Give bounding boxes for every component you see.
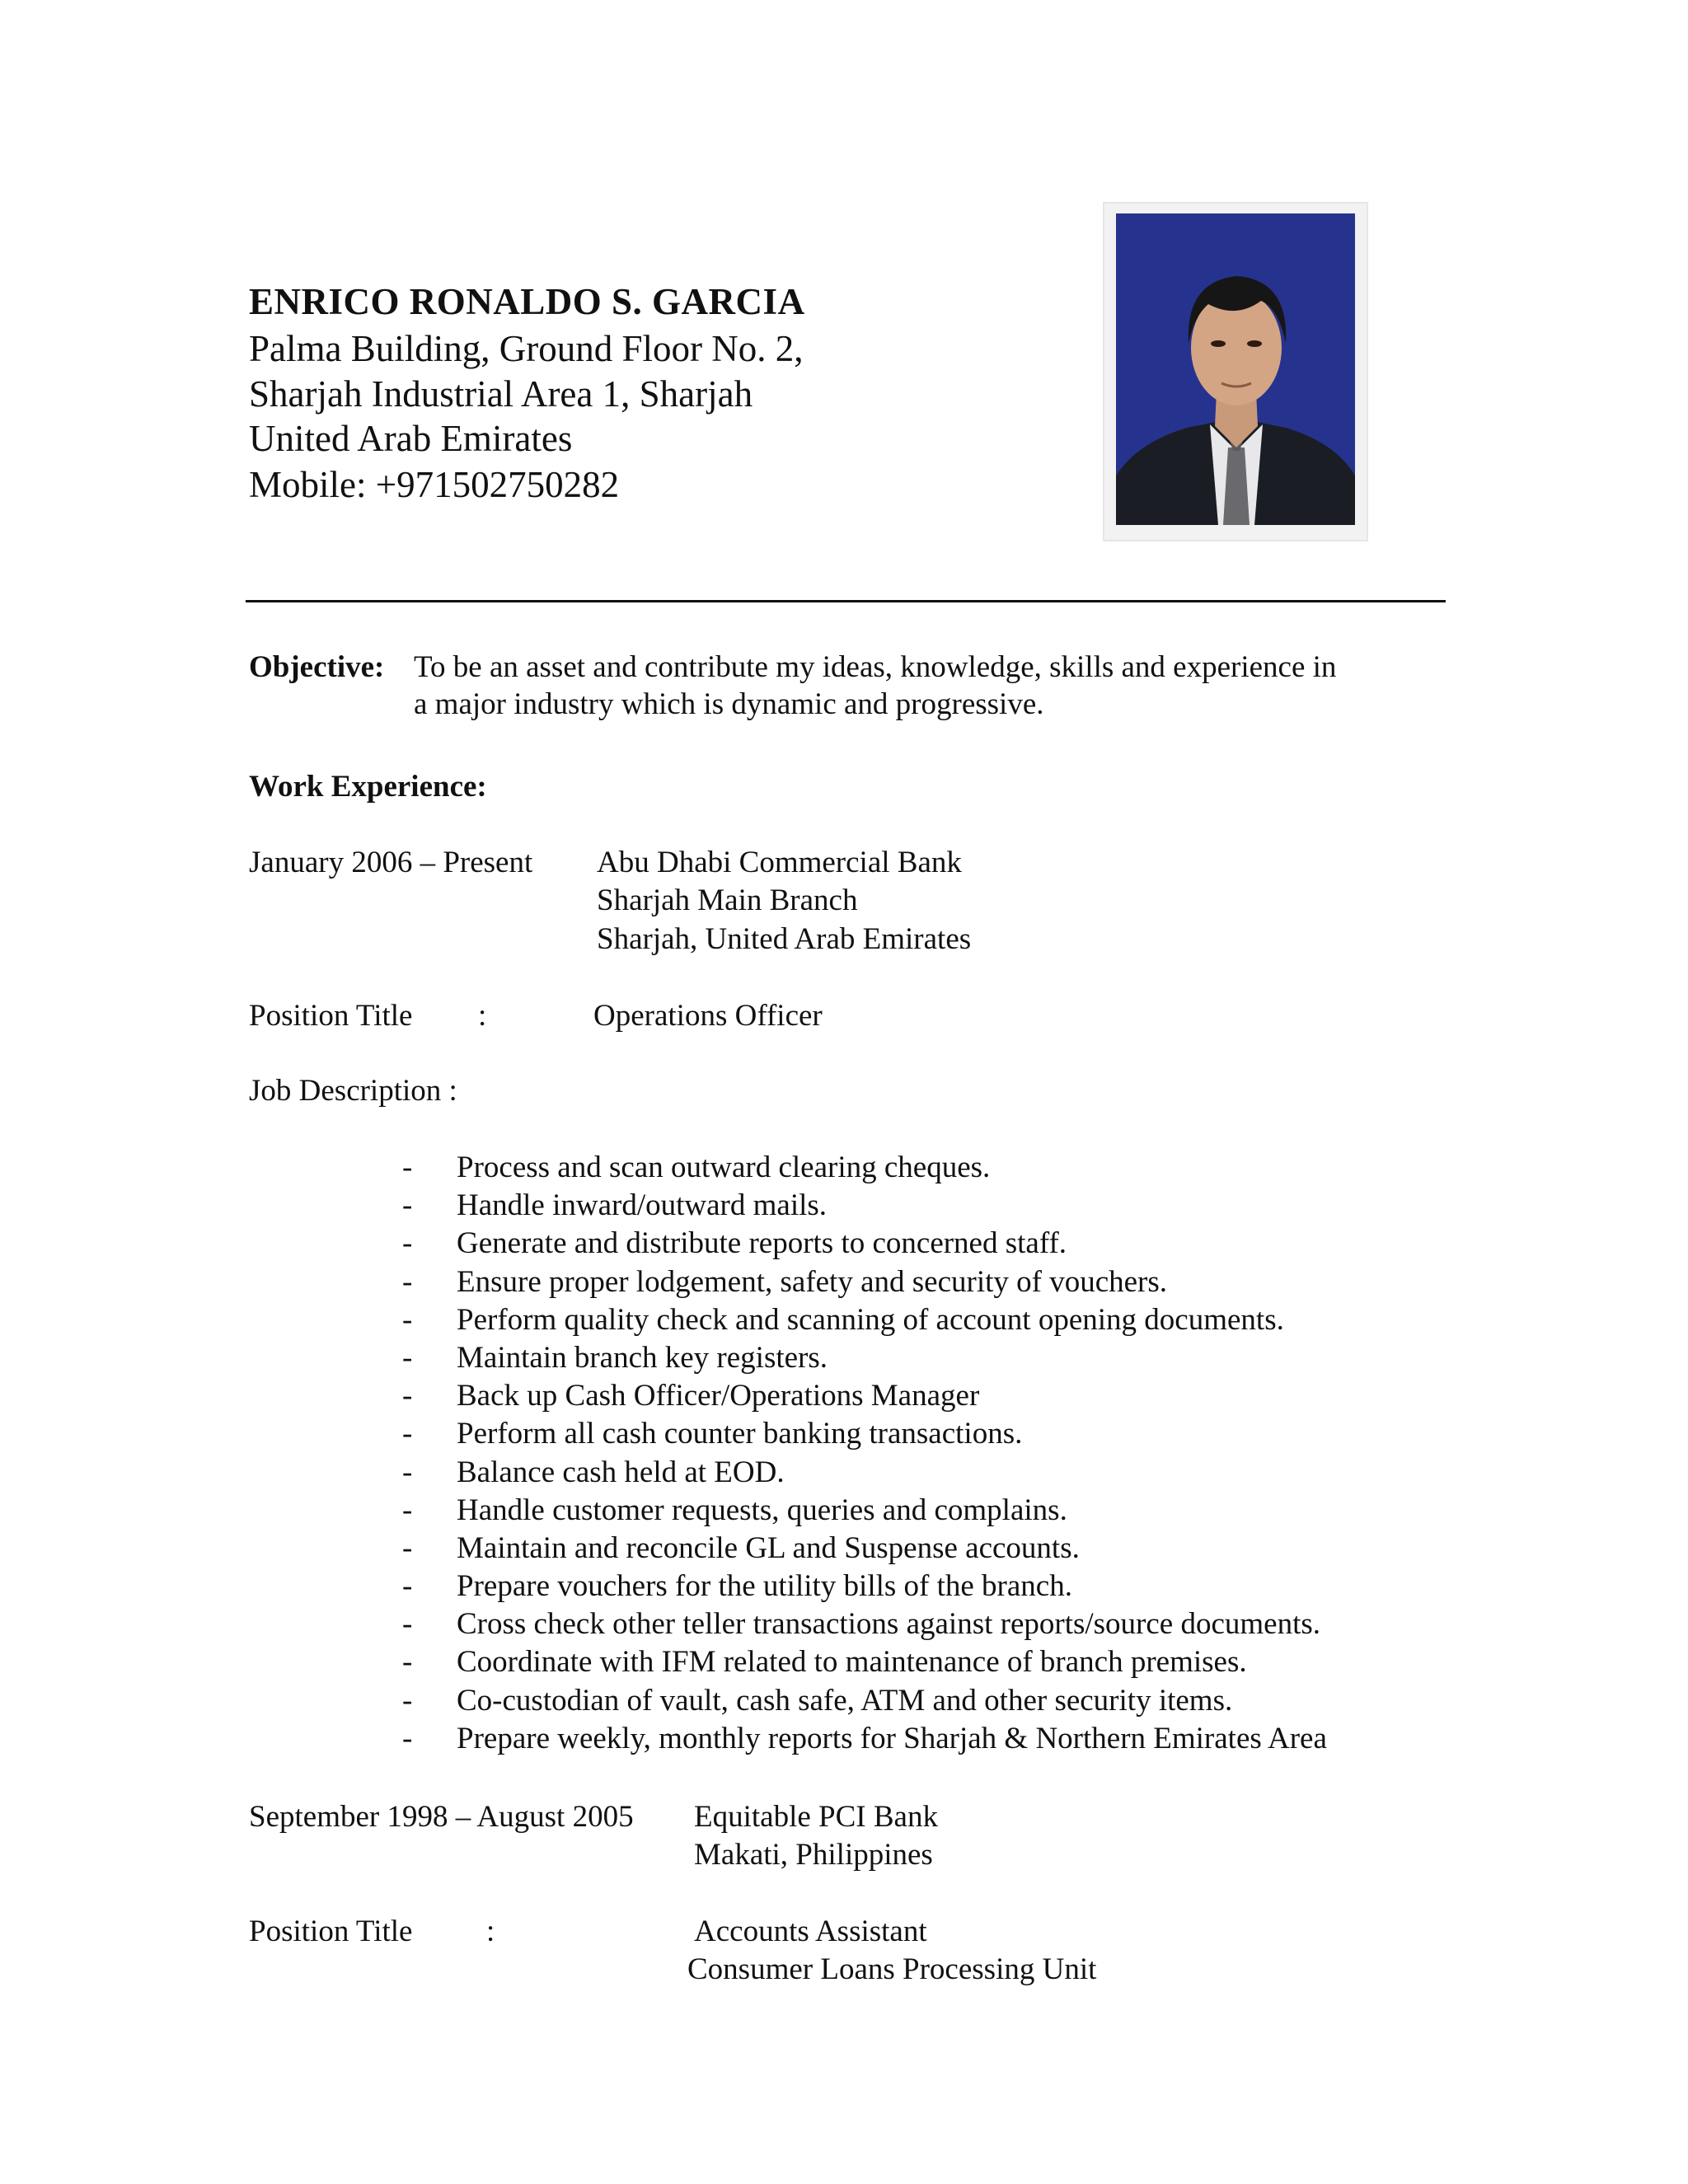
mobile-number: Mobile: +971502750282: [249, 464, 620, 505]
job2-position-unit: Consumer Loans Processing Unit: [687, 1952, 1097, 1986]
bullet-dash: -: [402, 1417, 413, 1451]
duty-text: Ensure proper lodgement, safety and security of vouchers.: [457, 1264, 1168, 1299]
bullet-dash: -: [402, 1530, 413, 1565]
job2-company: Equitable PCI Bank: [694, 1800, 938, 1834]
bullet-dash: -: [402, 1226, 413, 1261]
job1-position-colon: :: [478, 999, 487, 1033]
header-divider: [246, 600, 1446, 602]
job1-company: Abu Dhabi Commercial Bank: [597, 846, 962, 879]
duty-text: Process and scan outward clearing cheques.: [457, 1151, 991, 1184]
list-item: [402, 1568, 1327, 1605]
duty-text: Maintain branch key registers.: [457, 1340, 828, 1375]
bullet-dash: -: [402, 1340, 413, 1375]
duty-text: Prepare weekly, monthly reports for Sharjah & Northern Emirates Area: [457, 1721, 1327, 1755]
bullet-dash: -: [402, 1569, 413, 1604]
list-item: [402, 1530, 1327, 1568]
bullet-dash: -: [402, 1264, 413, 1299]
bullet-dash: -: [402, 1721, 413, 1755]
duty-text: Co-custodian of vault, cash safe, ATM and other security items.: [457, 1683, 1233, 1718]
list-item: [402, 1149, 1327, 1187]
address-line-2: Sharjah Industrial Area 1, Sharjah: [249, 373, 753, 415]
duty-text: Back up Cash Officer/Operations Manager: [457, 1379, 980, 1413]
address-line-1: Palma Building, Ground Floor No. 2,: [249, 328, 804, 369]
objective-text-line-2: a major industry which is dynamic and progressive.: [414, 687, 1044, 721]
duty-text: Prepare vouchers for the utility bills of the branch.: [457, 1569, 1072, 1604]
job2-location: Makati, Philippines: [694, 1838, 933, 1872]
bullet-dash: -: [402, 1645, 413, 1680]
list-item: [402, 1605, 1327, 1643]
job2-position-label: Position Title: [249, 1915, 413, 1948]
list-item: [402, 1720, 1327, 1758]
duty-text: Handle inward/outward mails.: [457, 1188, 828, 1223]
job1-dates: January 2006 – Present: [249, 846, 533, 879]
resume-name: ENRICO RONALDO S. GARCIA: [249, 281, 805, 322]
list-item: [402, 1492, 1327, 1530]
list-item: [402, 1682, 1327, 1720]
duty-text: Generate and distribute reports to concerned staff.: [457, 1226, 1067, 1261]
list-item: [402, 1263, 1327, 1301]
bullet-dash: -: [402, 1379, 413, 1413]
bullet-dash: -: [402, 1151, 413, 1184]
job1-branch: Sharjah Main Branch: [597, 883, 858, 917]
list-item: [402, 1643, 1327, 1681]
duty-text: Maintain and reconcile GL and Suspense accounts.: [457, 1530, 1080, 1565]
job1-location: Sharjah, United Arab Emirates: [597, 922, 972, 956]
bullet-dash: -: [402, 1607, 413, 1642]
address-line-3: United Arab Emirates: [249, 418, 573, 459]
bullet-dash: -: [402, 1302, 413, 1337]
job-description-label: Job Description :: [249, 1074, 457, 1108]
profile-photo: [1103, 202, 1368, 541]
list-item: [402, 1454, 1327, 1492]
objective-label: Objective:: [249, 650, 385, 684]
bullet-dash: -: [402, 1493, 413, 1527]
list-item: [402, 1187, 1327, 1225]
job1-position-title: Operations Officer: [593, 999, 823, 1033]
duty-text: Handle customer requests, queries and complains.: [457, 1493, 1067, 1527]
bullet-dash: -: [402, 1683, 413, 1718]
work-experience-heading: Work Experience:: [249, 770, 487, 804]
objective-text-line-1: To be an asset and contribute my ideas, knowledge, skills and experience in: [414, 650, 1337, 684]
list-item: [402, 1339, 1327, 1377]
duty-text: Perform quality check and scanning of account opening documents.: [457, 1302, 1284, 1337]
job1-position-label: Position Title: [249, 999, 413, 1033]
bullet-dash: -: [402, 1188, 413, 1223]
duty-text: Cross check other teller transactions against reports/source documents.: [457, 1607, 1321, 1642]
bullet-dash: -: [402, 1455, 413, 1489]
job2-dates: September 1998 – August 2005: [249, 1800, 634, 1834]
list-item: [402, 1377, 1327, 1415]
duty-text: Perform all cash counter banking transactions.: [457, 1417, 1023, 1451]
job1-duties-list: [402, 1149, 1327, 1758]
job2-position-title: Accounts Assistant: [694, 1915, 927, 1948]
job2-position-colon: :: [486, 1915, 495, 1948]
list-item: [402, 1301, 1327, 1339]
duty-text: Coordinate with IFM related to maintenance of branch premises.: [457, 1645, 1247, 1680]
duty-text: Balance cash held at EOD.: [457, 1455, 785, 1489]
list-item: [402, 1415, 1327, 1453]
list-item: [402, 1225, 1327, 1263]
